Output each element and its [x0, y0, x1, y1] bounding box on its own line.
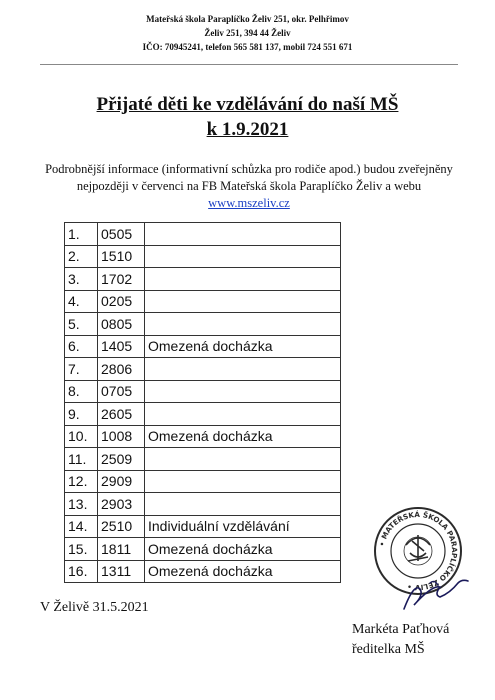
- table-row: [65, 358, 341, 381]
- table-row: [65, 515, 341, 538]
- attendance-note: Omezená docházka: [145, 538, 341, 561]
- attendance-note: [145, 403, 341, 426]
- child-code: 0205: [98, 290, 145, 313]
- title-line-2: k 1.9.2021: [206, 119, 289, 140]
- child-code: 1811: [98, 538, 145, 561]
- table-row: [65, 560, 341, 583]
- attendance-note: [145, 380, 341, 403]
- row-number: 15.: [65, 538, 98, 561]
- handwritten-signature: [400, 575, 480, 615]
- attendance-note: Omezená docházka: [145, 335, 341, 358]
- row-number: 11.: [65, 448, 98, 471]
- row-number: 6.: [65, 335, 98, 358]
- child-code: 2605: [98, 403, 145, 426]
- row-number: 13.: [65, 493, 98, 516]
- attendance-note: [145, 268, 341, 291]
- attendance-note: [145, 290, 341, 313]
- row-number: 2.: [65, 245, 98, 268]
- row-number: 9.: [65, 403, 98, 426]
- signatory-role: ředitelka MŠ: [352, 642, 425, 657]
- document-title: [0, 92, 495, 142]
- place-date: V Želivě 31.5.2021: [40, 600, 149, 615]
- table-row: [65, 245, 341, 268]
- attendance-note: [145, 358, 341, 381]
- table-row: [65, 223, 341, 246]
- stamp-text: • MATEŘSKÁ ŠKOLA PARAPLÍČKO ŽELIV •: [377, 509, 460, 593]
- row-number: 8.: [65, 380, 98, 403]
- letterhead-line-2: Želiv 251, 394 44 Želiv: [204, 28, 291, 38]
- child-code: 1510: [98, 245, 145, 268]
- attendance-note: Omezená docházka: [145, 560, 341, 583]
- child-code: 1405: [98, 335, 145, 358]
- child-code: 1311: [98, 560, 145, 583]
- table-row: [65, 493, 341, 516]
- signature-block: [352, 620, 449, 660]
- header-divider: [40, 64, 458, 65]
- row-number: 5.: [65, 313, 98, 336]
- table-row: [65, 268, 341, 291]
- website-link[interactable]: www.mszeliv.cz: [208, 196, 290, 210]
- row-number: 7.: [65, 358, 98, 381]
- row-number: 3.: [65, 268, 98, 291]
- attendance-note: [145, 223, 341, 246]
- row-number: 10.: [65, 425, 98, 448]
- letterhead-line-1: Mateřská škola Paraplíčko Želiv 251, okr. Pelhřimov: [146, 14, 349, 24]
- child-code: 0805: [98, 313, 145, 336]
- info-text: Podrobnější informace (informativní schůzka pro rodiče apod.) budou zveřejněny nejpozději v červenci na FB Mateřská škola Paraplíčko Želiv a webu: [45, 162, 453, 193]
- admitted-children-table: [64, 222, 341, 583]
- attendance-note: Individuální vzdělávání: [145, 515, 341, 538]
- title-line-1: Přijaté děti ke vzdělávání do naší MŠ: [96, 94, 399, 115]
- row-number: 12.: [65, 470, 98, 493]
- attendance-note: Omezená docházka: [145, 425, 341, 448]
- table-row: [65, 313, 341, 336]
- attendance-note: [145, 493, 341, 516]
- attendance-note: [145, 470, 341, 493]
- child-code: 0705: [98, 380, 145, 403]
- row-number: 16.: [65, 560, 98, 583]
- attendance-note: [145, 245, 341, 268]
- table-row: [65, 470, 341, 493]
- attendance-note: [145, 448, 341, 471]
- table-row: [65, 403, 341, 426]
- row-number: 14.: [65, 515, 98, 538]
- table-row: [65, 538, 341, 561]
- child-code: 2903: [98, 493, 145, 516]
- child-code: 0505: [98, 223, 145, 246]
- row-number: 4.: [65, 290, 98, 313]
- signatory-name: Markéta Paťhová: [352, 622, 450, 637]
- info-paragraph: [40, 161, 458, 212]
- child-code: 2909: [98, 470, 145, 493]
- child-code: 1702: [98, 268, 145, 291]
- letterhead: [0, 12, 495, 54]
- child-code: 1008: [98, 425, 145, 448]
- table-row: [65, 425, 341, 448]
- child-code: 2510: [98, 515, 145, 538]
- attendance-note: [145, 313, 341, 336]
- table-row: [65, 335, 341, 358]
- row-number: 1.: [65, 223, 98, 246]
- table-row: [65, 290, 341, 313]
- child-code: 2806: [98, 358, 145, 381]
- table-row: [65, 380, 341, 403]
- table-row: [65, 448, 341, 471]
- stamp-emblem: [404, 535, 432, 565]
- child-code: 2509: [98, 448, 145, 471]
- letterhead-line-3: IČO: 70945241, telefon 565 581 137, mobil 724 551 671: [142, 42, 353, 52]
